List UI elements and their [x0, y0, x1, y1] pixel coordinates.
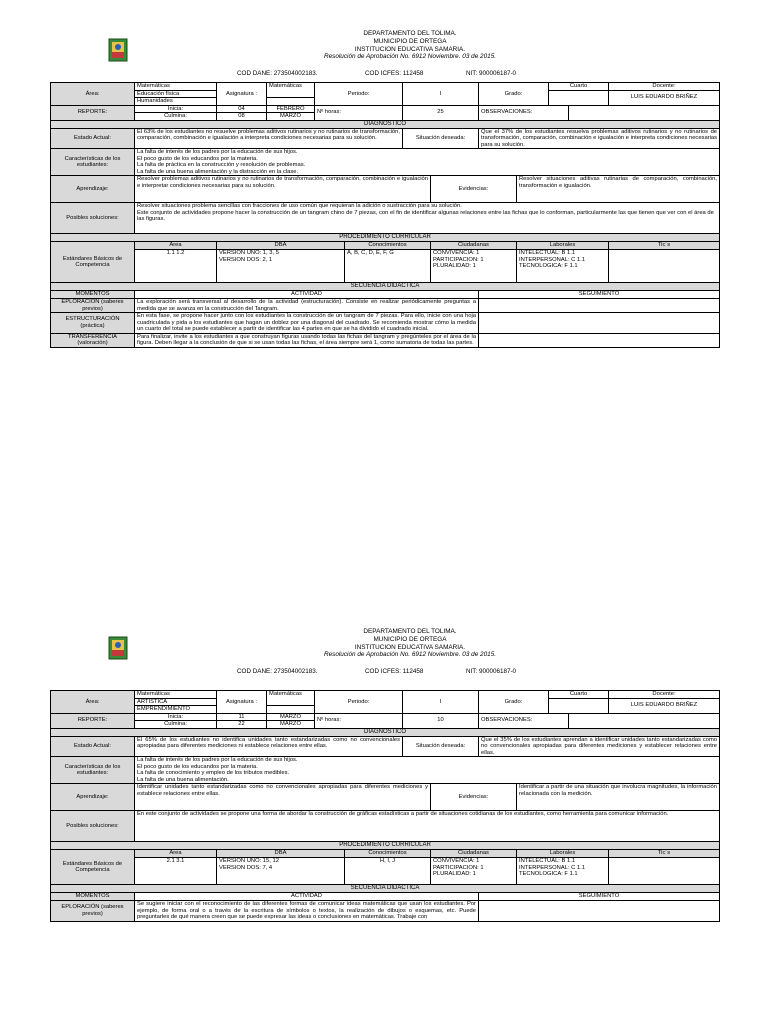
cod-dane: COD DANE: 273504002183.: [237, 70, 318, 77]
horas-label: Nº horas:: [315, 105, 403, 120]
area-value-3: EMPRENDIMIENTO: [135, 706, 217, 714]
estructuracion-row: [51, 313, 720, 334]
nit: NIT: 900006187-0: [466, 668, 517, 675]
posibles-row: [51, 811, 720, 842]
seguimiento-header: SEGUIMIENTO: [479, 291, 720, 299]
culmina-day: 08: [217, 113, 267, 121]
evidencias-value: Identificar a partir de una situación que involucra magnitudes, la información relacionada con la medición.: [517, 784, 720, 811]
periodo-label: Periodo:: [315, 691, 403, 714]
sheet-header: [0, 628, 768, 680]
est-ciudadanas-value: [431, 858, 517, 885]
situacion-value: Que el 37% de los estudiantes resuelva problemas aditivos rutinarios y no rutinarios de transformación, comparación, combinación e igualación e interpreta condiciones necesarias para su solución.: [479, 128, 720, 149]
observaciones-value: [569, 105, 720, 120]
caracteristica-item: La falta de una buena alimentación.: [137, 776, 229, 783]
posibles-text-1: Resolver situaciones problema sencillas con fracciones de uso común que requieran la adición o sustracción para su solución.: [137, 203, 462, 209]
col-conocimientos: Conocimientos: [345, 850, 431, 858]
ciudadana-line: PARTICIPACION: 1: [433, 256, 484, 263]
col-tics: Tic´s: [609, 242, 720, 250]
dba-line: VERSION UNO: 15, 12: [219, 858, 279, 864]
diagnostico-band: DIAGNÓSTICO: [51, 728, 720, 736]
dba-line: VERSION DOS: 7, 4: [219, 864, 273, 871]
caracteristica-item: El poco gusto de los educandos por la materia.: [137, 763, 258, 770]
estructuracion-value: En esta fase, se propone hacer junto con los estudiantes la construcción de un tangram de 7 piezas. Para ello, inicie con una hoja cuadriculada y pida a los estudiantes que hagan un doblez por una diagonal del cuadrado. Se recomienda mostrar cómo la medida un cuarto del total se puede establecer a partir de identificar las 4 partes en que se ha dividido el cuadrado inicial.: [135, 313, 479, 334]
transferencia-label: TRANSFERENCIA (valoración): [51, 333, 135, 347]
situacion-label: Situación deseada:: [403, 736, 479, 757]
laboral-line: INTELECTUAL: B 1.1: [519, 858, 576, 864]
situacion-value: Que el 35% de los estudiantes aprendan a identificar unidades tanto estandarizadas como no convencionales apropiadas para diferentes mediciones y establecer relaciones entre ellas.: [479, 736, 720, 757]
reporte-label: REPORTE:: [51, 713, 135, 728]
secuencia-band: SECUENCIA DIDÁCTICA: [51, 283, 720, 291]
actividad-header: ACTIVIDAD: [135, 291, 479, 299]
laboral-line: TECNOLOGICA: F 1.1: [519, 263, 578, 269]
periodo-value: I: [403, 83, 479, 106]
area-label: Área:: [51, 691, 135, 714]
aprendizaje-row: [51, 784, 720, 811]
ciudadana-line: CONVIVENCIA: 1: [433, 858, 480, 864]
horas-value: 10: [403, 713, 479, 728]
estructuracion-label: ESTRUCTURACIÓN (práctica): [51, 313, 135, 334]
observaciones-value: [569, 713, 720, 728]
evidencias-label: Evidencias:: [431, 176, 517, 203]
posibles-value: [135, 811, 720, 842]
header-municipality: MUNICIPIO DE ORTEGA: [373, 37, 447, 45]
caracteristicas-value: [135, 149, 720, 176]
aprendizaje-value: Identificar unidades tanto estandarizadas como no convencionales apropiadas para diferentes mediciones y establece relaciones entre ellas.: [135, 784, 431, 811]
transferencia-value: Para finalizar, invite a los estudiantes a que construyan figuras usando todas las fichas del tangram y pregúnteles por el área de la figura. Deben llegar a la conclusión de que si se usan todas las fichas, el área siempre será 1, como sumatoria de todas las partes.: [135, 333, 479, 347]
col-ciudadanas: Ciudadanas: [431, 242, 517, 250]
reporte-row: [51, 713, 720, 721]
est-dba-value: [217, 858, 345, 885]
diagnostico-band: DIAGNÓSTICO: [51, 120, 720, 128]
cod-icfes: COD ICFES: 112458: [365, 668, 424, 675]
grado-value: Cuarto: [549, 83, 609, 91]
estado-row: [51, 736, 720, 757]
header-lines: [200, 628, 620, 659]
docente-value: LUIS EDUARDO BRIÑEZ: [609, 698, 720, 713]
grado-label: Grado:: [479, 83, 549, 106]
cod-icfes: COD ICFES: 112458: [365, 70, 424, 77]
posibles-text-1: En este conjunto de actividades se propone una forma de abordar la construcción de gráficas estadísticas a partir de situaciones cotidianas de los estudiantes, como herramienta para comunicar información.: [137, 811, 669, 817]
area-value-1: Matemáticas: [135, 83, 217, 91]
laboral-line: INTELECTUAL: B 1.1: [519, 250, 576, 256]
asignatura-value: Matemáticas: [267, 691, 315, 706]
sheet-header: [0, 30, 768, 82]
est-area-value: 1.1 1.2: [135, 250, 217, 283]
caracteristicas-label: Características de los estudiantes:: [51, 757, 135, 784]
header-resolution: Resolución de Aprobación No. 6912 Noviembre. 03 de 2015.: [323, 53, 497, 61]
secuencia-header-row: [51, 893, 720, 901]
ciudadana-line: CONVIVENCIA: 1: [433, 250, 480, 256]
laboral-line: TECNOLOGICA: F 1.1: [519, 871, 578, 877]
est-conocimientos-value: A, B, C, D, E, F, G: [345, 250, 431, 283]
periodo-label: Periodo:: [315, 83, 403, 106]
est-tics-value: [609, 858, 720, 885]
caracteristicas-label: Características de los estudiantes:: [51, 149, 135, 176]
header-resolution: Resolución de Aprobación No. 6912 Noviembre. 03 de 2015.: [323, 651, 497, 659]
aprendizaje-label: Aprendizaje:: [51, 784, 135, 811]
estado-value: El 65% de los estudiantes no identifica unidades tanto estandarizadas como no convencionales apropiadas para diferentes mediciones ni establece relaciones entre ellas.: [135, 736, 403, 757]
observaciones-label: OBSERVACIONES:: [479, 713, 569, 728]
col-dba: DBA: [217, 850, 345, 858]
posibles-value: [135, 203, 720, 234]
col-area: Área: [135, 850, 217, 858]
transferencia-row: [51, 333, 720, 347]
planner-sheet-1: [0, 30, 768, 348]
exploracion-row: [51, 299, 720, 313]
caracteristicas-row: [51, 149, 720, 176]
header-department: DEPARTAMENTO DEL TOLIMA.: [363, 30, 457, 37]
est-tics-value: [609, 250, 720, 283]
area-label: Área:: [51, 83, 135, 106]
area-value-2: Educación física: [135, 90, 217, 98]
inicia-day: 11: [217, 713, 267, 721]
caracteristica-item: El poco gusto de los educandos por la materia.: [137, 155, 258, 162]
ciudadana-line: PLURALIDAD: 1: [433, 871, 476, 877]
estado-label: Estado Actual:: [51, 736, 135, 757]
evidencias-label: Evidencias:: [431, 784, 517, 811]
caracteristica-item: La falta de conocimiento y empleo de los tributos medibles.: [137, 770, 290, 776]
estandares-label: Estándares Básicos de Competencia: [51, 850, 135, 885]
est-ciudadanas-value: [431, 250, 517, 283]
inicia-label: Inicia:: [135, 713, 217, 721]
area-row: [51, 691, 720, 699]
observaciones-label: OBSERVACIONES:: [479, 105, 569, 120]
laboral-line: INTERPERSONAL: C 1.1: [519, 256, 586, 263]
culmina-label: Culmina:: [135, 721, 217, 729]
asignatura-value: Matemáticas: [267, 83, 315, 98]
area-value-3: Humanidades: [135, 98, 217, 106]
caracteristica-item: La falta de una buena alimentación y la distracción en la clase.: [137, 168, 299, 175]
culmina-label: Culmina:: [135, 113, 217, 121]
col-laborales: Laborales: [517, 850, 609, 858]
aprendizaje-label: Aprendizaje:: [51, 176, 135, 203]
seguimiento-header: SEGUIMIENTO: [479, 893, 720, 901]
grado-value: Cuarto: [549, 691, 609, 699]
docente-label: Docente:: [609, 83, 720, 91]
school-crest-icon: [108, 38, 128, 62]
header-institution: INSTITUCION EDUCATIVA SAMARIA.: [354, 643, 466, 651]
estado-row: [51, 128, 720, 149]
col-tics: Tic´s: [609, 850, 720, 858]
horas-value: 25: [403, 105, 479, 120]
inicia-month: FEBRERO: [267, 105, 315, 113]
caracteristicas-value: [135, 757, 720, 784]
nit: NIT: 900006187-0: [466, 70, 517, 77]
momentos-header: MOMENTOS: [51, 291, 135, 299]
exploracion-value: Se sugiere iniciar con el reconocimiento de las diferentes formas de comunicar ideas matemáticas que usan los estudiantes. Por ejemplo, de forma oral o a través de la escritura de símbolos o textos, la realización de dibujos o esquemas, etc. Puede preguntarles de qué manera creen que se puede expresar las ideas o conclusiones en matemáticas. Trabaje con: [135, 901, 479, 922]
est-area-value: 2.1 3.1: [135, 858, 217, 885]
culmina-day: 22: [217, 721, 267, 729]
cod-dane: COD DANE: 273504002183.: [237, 668, 318, 675]
area-value-1: Matemáticas: [135, 691, 217, 699]
situacion-label: Situación deseada:: [403, 128, 479, 149]
culmina-month: MARZO: [267, 113, 315, 121]
est-conocimientos-value: H, I, J: [345, 858, 431, 885]
inicia-month: MARZO: [267, 713, 315, 721]
docente-label: Docente:: [609, 691, 720, 699]
area-value-2: ARTISTICA: [135, 698, 217, 706]
caracteristicas-row: [51, 757, 720, 784]
caracteristica-item: La falta de interés de los padres por la educación de sus hijos.: [137, 149, 298, 155]
exploracion-label: EPLORACIÓN (saberes previos): [51, 901, 135, 922]
dba-line: VERSION UNO: 1, 3, 5: [219, 250, 279, 256]
col-dba: DBA: [217, 242, 345, 250]
school-crest-icon: [108, 636, 128, 660]
periodo-value: I: [403, 691, 479, 714]
exploracion-label: EPLORACIÓN (saberes previos): [51, 299, 135, 313]
docente-value: LUIS EDUARDO BRIÑEZ: [609, 90, 720, 105]
horas-label: Nº horas:: [315, 713, 403, 728]
estandares-header-row: [51, 242, 720, 250]
evidencias-value: Resolver situaciones aditivas rutinarias de comparación, combinación, transformación e igualación.: [517, 176, 720, 203]
header-institution: INSTITUCION EDUCATIVA SAMARIA.: [354, 45, 466, 53]
estandares-label: Estándares Básicos de Competencia: [51, 242, 135, 283]
area-row: [51, 83, 720, 91]
momentos-header: MOMENTOS: [51, 893, 135, 901]
asignatura-label: Asignatura :: [217, 691, 267, 714]
planner-sheet-2: [0, 628, 768, 922]
secuencia-header-row: [51, 291, 720, 299]
reporte-row: [51, 105, 720, 113]
actividad-header: ACTIVIDAD: [135, 893, 479, 901]
ciudadana-line: PARTICIPACION: 1: [433, 864, 484, 871]
reporte-label: REPORTE:: [51, 105, 135, 120]
est-laborales-value: [517, 250, 609, 283]
grado-label: Grado:: [479, 691, 549, 714]
secuencia-band: SECUENCIA DIDÁCTICA: [51, 885, 720, 893]
col-ciudadanas: Ciudadanas: [431, 850, 517, 858]
asignatura-label: Asignatura :: [217, 83, 267, 106]
ciudadana-line: PLURALIDAD: 1: [433, 263, 476, 269]
dba-line: VERSION DOS: 2, 1: [219, 256, 273, 263]
col-area: Área: [135, 242, 217, 250]
posibles-text-2: Este conjunto de actividades propone hacer la construcción de un tangram chino de 7 piezas, con el fin de identificar algunas relaciones entre las fichas que lo conforman, particularmente las que tienen que ver con el área de las figuras.: [137, 209, 714, 222]
laboral-line: INTERPERSONAL: C 1.1: [519, 864, 586, 871]
est-laborales-value: [517, 858, 609, 885]
aprendizaje-value: Resolver problemas aditivos rutinarios y no rutinarios de transformación, comparación, combinación e igualación e interpretar condiciones necesarias para su solución.: [135, 176, 431, 203]
inicia-label: Inicia:: [135, 105, 217, 113]
posibles-label: Posibles soluciones:: [51, 203, 135, 234]
culmina-month: MARZO: [267, 721, 315, 729]
col-conocimientos: Conocimientos: [345, 242, 431, 250]
planner-table-2: [50, 690, 720, 922]
planner-table-1: [50, 82, 720, 348]
estado-value: El 63% de los estudiantes no resuelve problemas aditivos rutinarios y no rutinarios de transformación, comparación, combinación e igualación a interpreta condiciones necesarias para su solución.: [135, 128, 403, 149]
est-dba-value: [217, 250, 345, 283]
inicia-day: 04: [217, 105, 267, 113]
posibles-row: [51, 203, 720, 234]
aprendizaje-row: [51, 176, 720, 203]
estado-label: Estado Actual:: [51, 128, 135, 149]
procedimiento-band: PROCEDIMIENTO CURRICULAR: [51, 234, 720, 242]
header-department: DEPARTAMENTO DEL TOLIMA.: [363, 628, 457, 635]
caracteristica-item: La falta de práctica en la construcción y resolución de problemas.: [137, 162, 306, 168]
estandares-header-row: [51, 850, 720, 858]
header-lines: [200, 30, 620, 61]
procedimiento-band: PROCEDIMIENTO CURRICULAR: [51, 842, 720, 850]
exploracion-value: La exploración será transversal al desarrollo de la actividad (estructuración). Consiste en realizar periódicamente preguntas a medida que se avanza en la construcción del Tangram.: [135, 299, 479, 313]
posibles-label: Posibles soluciones:: [51, 811, 135, 842]
header-municipality: MUNICIPIO DE ORTEGA: [373, 635, 447, 643]
caracteristica-item: La falta de interés de los padres por la educación de sus hijos.: [137, 757, 298, 763]
exploracion-row: [51, 901, 720, 922]
col-laborales: Laborales: [517, 242, 609, 250]
